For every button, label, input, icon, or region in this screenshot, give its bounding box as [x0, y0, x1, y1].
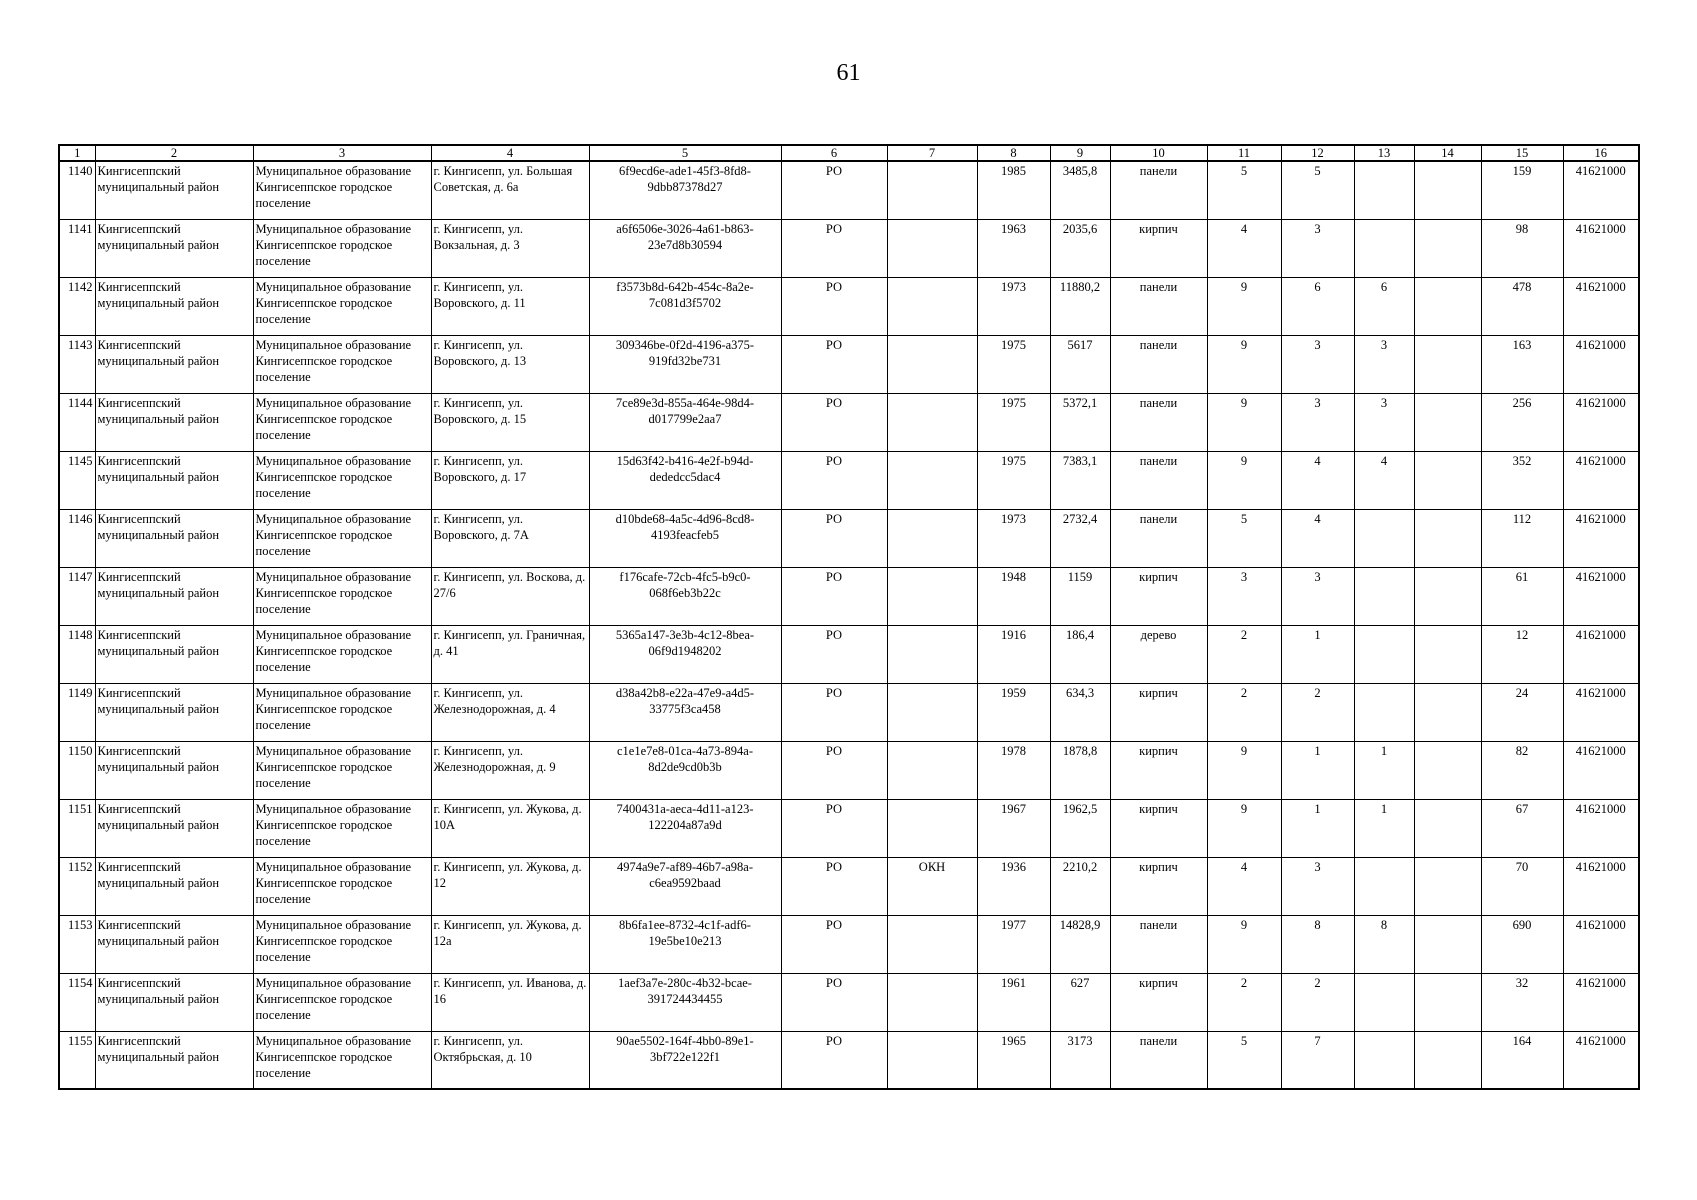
cell-col-2: Кингисеппский муниципальный район [95, 509, 253, 567]
cell-col-14 [1414, 161, 1481, 219]
cell-col-8: 1916 [977, 625, 1050, 683]
cell-col-16: 41621000 [1563, 335, 1639, 393]
cell-col-14 [1414, 509, 1481, 567]
cell-col-6: РО [781, 393, 887, 451]
cell-col-1: 1151 [59, 799, 95, 857]
cell-col-11: 5 [1207, 509, 1281, 567]
cell-col-13: 3 [1354, 393, 1414, 451]
cell-col-3: Муниципальное образование Кингисеппское городское поселение [253, 393, 431, 451]
cell-col-9: 627 [1050, 973, 1110, 1031]
cell-col-15: 70 [1481, 857, 1563, 915]
cell-col-16: 41621000 [1563, 393, 1639, 451]
cell-col-5: 1aef3a7e-280c-4b32-bcae-391724434455 [589, 973, 781, 1031]
table-row [59, 335, 1639, 393]
cell-col-10: панели [1110, 451, 1207, 509]
cell-col-11: 3 [1207, 567, 1281, 625]
cell-col-9: 3485,8 [1050, 161, 1110, 219]
cell-col-8: 1959 [977, 683, 1050, 741]
cell-col-2: Кингисеппский муниципальный район [95, 335, 253, 393]
cell-col-9: 7383,1 [1050, 451, 1110, 509]
cell-col-1: 1141 [59, 219, 95, 277]
cell-col-4: г. Кингисепп, ул. Вокзальная, д. 3 [431, 219, 589, 277]
column-header-8: 8 [977, 145, 1050, 161]
cell-col-11: 2 [1207, 973, 1281, 1031]
cell-col-4: г. Кингисепп, ул. Воровского, д. 7А [431, 509, 589, 567]
table-row [59, 393, 1639, 451]
table-row [59, 741, 1639, 799]
table-row [59, 219, 1639, 277]
cell-col-16: 41621000 [1563, 451, 1639, 509]
cell-col-1: 1150 [59, 741, 95, 799]
column-header-12: 12 [1281, 145, 1354, 161]
cell-col-14 [1414, 799, 1481, 857]
cell-col-8: 1973 [977, 509, 1050, 567]
cell-col-2: Кингисеппский муниципальный район [95, 973, 253, 1031]
cell-col-1: 1152 [59, 857, 95, 915]
cell-col-7 [887, 973, 977, 1031]
column-header-13: 13 [1354, 145, 1414, 161]
cell-col-3: Муниципальное образование Кингисеппское городское поселение [253, 451, 431, 509]
cell-col-12: 5 [1281, 161, 1354, 219]
cell-col-9: 14828,9 [1050, 915, 1110, 973]
cell-col-10: панели [1110, 1031, 1207, 1089]
table-row [59, 915, 1639, 973]
cell-col-7 [887, 799, 977, 857]
cell-col-11: 5 [1207, 1031, 1281, 1089]
cell-col-2: Кингисеппский муниципальный район [95, 393, 253, 451]
table-row [59, 451, 1639, 509]
cell-col-16: 41621000 [1563, 857, 1639, 915]
column-header-1: 1 [59, 145, 95, 161]
cell-col-2: Кингисеппский муниципальный район [95, 741, 253, 799]
column-header-16: 16 [1563, 145, 1639, 161]
table-row [59, 973, 1639, 1031]
cell-col-16: 41621000 [1563, 219, 1639, 277]
cell-col-13 [1354, 509, 1414, 567]
cell-col-2: Кингисеппский муниципальный район [95, 1031, 253, 1089]
cell-col-1: 1144 [59, 393, 95, 451]
cell-col-14 [1414, 857, 1481, 915]
cell-col-6: РО [781, 741, 887, 799]
cell-col-13 [1354, 973, 1414, 1031]
cell-col-6: РО [781, 567, 887, 625]
cell-col-6: РО [781, 857, 887, 915]
cell-col-9: 3173 [1050, 1031, 1110, 1089]
cell-col-7: ОКН [887, 857, 977, 915]
cell-col-3: Муниципальное образование Кингисеппское городское поселение [253, 219, 431, 277]
column-header-6: 6 [781, 145, 887, 161]
table-row [59, 625, 1639, 683]
header-row [59, 145, 1639, 161]
column-header-5: 5 [589, 145, 781, 161]
cell-col-4: г. Кингисепп, ул. Жукова, д. 10А [431, 799, 589, 857]
cell-col-15: 67 [1481, 799, 1563, 857]
cell-col-14 [1414, 335, 1481, 393]
cell-col-9: 2210,2 [1050, 857, 1110, 915]
cell-col-13 [1354, 683, 1414, 741]
cell-col-11: 2 [1207, 683, 1281, 741]
cell-col-3: Муниципальное образование Кингисеппское городское поселение [253, 799, 431, 857]
cell-col-6: РО [781, 335, 887, 393]
cell-col-10: кирпич [1110, 973, 1207, 1031]
cell-col-9: 634,3 [1050, 683, 1110, 741]
cell-col-9: 1159 [1050, 567, 1110, 625]
cell-col-5: f176cafe-72cb-4fc5-b9c0-068f6eb3b22c [589, 567, 781, 625]
cell-col-10: кирпич [1110, 741, 1207, 799]
cell-col-16: 41621000 [1563, 1031, 1639, 1089]
cell-col-16: 41621000 [1563, 567, 1639, 625]
cell-col-11: 9 [1207, 335, 1281, 393]
cell-col-4: г. Кингисепп, ул. Железнодорожная, д. 9 [431, 741, 589, 799]
cell-col-6: РО [781, 683, 887, 741]
cell-col-6: РО [781, 799, 887, 857]
cell-col-15: 352 [1481, 451, 1563, 509]
cell-col-12: 3 [1281, 393, 1354, 451]
cell-col-14 [1414, 741, 1481, 799]
cell-col-11: 9 [1207, 915, 1281, 973]
cell-col-3: Муниципальное образование Кингисеппское городское поселение [253, 683, 431, 741]
cell-col-4: г. Кингисепп, ул. Воровского, д. 11 [431, 277, 589, 335]
cell-col-12: 3 [1281, 567, 1354, 625]
cell-col-4: г. Кингисепп, ул. Воровского, д. 17 [431, 451, 589, 509]
cell-col-5: d10bde68-4a5c-4d96-8cd8-4193feacfeb5 [589, 509, 781, 567]
cell-col-1: 1154 [59, 973, 95, 1031]
cell-col-16: 41621000 [1563, 277, 1639, 335]
cell-col-16: 41621000 [1563, 915, 1639, 973]
cell-col-2: Кингисеппский муниципальный район [95, 683, 253, 741]
cell-col-5: 6f9ecd6e-ade1-45f3-8fd8-9dbb87378d27 [589, 161, 781, 219]
cell-col-13 [1354, 219, 1414, 277]
column-header-3: 3 [253, 145, 431, 161]
cell-col-5: c1e1e7e8-01ca-4a73-894a-8d2de9cd0b3b [589, 741, 781, 799]
cell-col-5: f3573b8d-642b-454c-8a2e-7c081d3f5702 [589, 277, 781, 335]
cell-col-7 [887, 451, 977, 509]
cell-col-15: 164 [1481, 1031, 1563, 1089]
cell-col-11: 4 [1207, 857, 1281, 915]
cell-col-9: 1878,8 [1050, 741, 1110, 799]
cell-col-5: 15d63f42-b416-4e2f-b94d-dededcc5dac4 [589, 451, 781, 509]
cell-col-6: РО [781, 1031, 887, 1089]
cell-col-7 [887, 277, 977, 335]
cell-col-12: 4 [1281, 451, 1354, 509]
cell-col-5: a6f6506e-3026-4a61-b863-23e7d8b30594 [589, 219, 781, 277]
column-header-4: 4 [431, 145, 589, 161]
cell-col-7 [887, 161, 977, 219]
cell-col-5: 8b6fa1ee-8732-4c1f-adf6-19e5be10e213 [589, 915, 781, 973]
cell-col-7 [887, 567, 977, 625]
cell-col-8: 1973 [977, 277, 1050, 335]
column-header-15: 15 [1481, 145, 1563, 161]
cell-col-3: Муниципальное образование Кингисеппское городское поселение [253, 857, 431, 915]
cell-col-12: 8 [1281, 915, 1354, 973]
cell-col-1: 1153 [59, 915, 95, 973]
cell-col-8: 1965 [977, 1031, 1050, 1089]
cell-col-10: панели [1110, 915, 1207, 973]
cell-col-13: 3 [1354, 335, 1414, 393]
cell-col-6: РО [781, 915, 887, 973]
cell-col-7 [887, 335, 977, 393]
cell-col-10: панели [1110, 509, 1207, 567]
cell-col-7 [887, 509, 977, 567]
cell-col-2: Кингисеппский муниципальный район [95, 915, 253, 973]
cell-col-5: 7400431a-aeca-4d11-a123-122204a87a9d [589, 799, 781, 857]
cell-col-10: кирпич [1110, 567, 1207, 625]
cell-col-9: 2035,6 [1050, 219, 1110, 277]
cell-col-15: 24 [1481, 683, 1563, 741]
cell-col-10: кирпич [1110, 219, 1207, 277]
column-header-2: 2 [95, 145, 253, 161]
cell-col-13 [1354, 567, 1414, 625]
cell-col-3: Муниципальное образование Кингисеппское городское поселение [253, 335, 431, 393]
cell-col-3: Муниципальное образование Кингисеппское городское поселение [253, 567, 431, 625]
cell-col-10: панели [1110, 393, 1207, 451]
cell-col-1: 1140 [59, 161, 95, 219]
cell-col-5: 5365a147-3e3b-4c12-8bea-06f9d1948202 [589, 625, 781, 683]
cell-col-15: 12 [1481, 625, 1563, 683]
cell-col-2: Кингисеппский муниципальный район [95, 161, 253, 219]
cell-col-13: 4 [1354, 451, 1414, 509]
table-row [59, 277, 1639, 335]
cell-col-14 [1414, 683, 1481, 741]
cell-col-16: 41621000 [1563, 161, 1639, 219]
table-row [59, 857, 1639, 915]
table-row [59, 1031, 1639, 1089]
cell-col-7 [887, 683, 977, 741]
cell-col-7 [887, 219, 977, 277]
cell-col-16: 41621000 [1563, 683, 1639, 741]
cell-col-1: 1147 [59, 567, 95, 625]
cell-col-13: 1 [1354, 799, 1414, 857]
cell-col-9: 5617 [1050, 335, 1110, 393]
cell-col-15: 61 [1481, 567, 1563, 625]
cell-col-15: 32 [1481, 973, 1563, 1031]
cell-col-2: Кингисеппский муниципальный район [95, 567, 253, 625]
cell-col-14 [1414, 915, 1481, 973]
cell-col-12: 1 [1281, 799, 1354, 857]
cell-col-11: 5 [1207, 161, 1281, 219]
cell-col-4: г. Кингисепп, ул. Иванова, д. 16 [431, 973, 589, 1031]
table-row [59, 567, 1639, 625]
cell-col-4: г. Кингисепп, ул. Октябрьская, д. 10 [431, 1031, 589, 1089]
cell-col-13: 8 [1354, 915, 1414, 973]
cell-col-3: Муниципальное образование Кингисеппское городское поселение [253, 277, 431, 335]
column-header-10: 10 [1110, 145, 1207, 161]
cell-col-6: РО [781, 219, 887, 277]
cell-col-16: 41621000 [1563, 973, 1639, 1031]
cell-col-14 [1414, 973, 1481, 1031]
cell-col-3: Муниципальное образование Кингисеппское городское поселение [253, 1031, 431, 1089]
cell-col-8: 1977 [977, 915, 1050, 973]
page-number: 61 [836, 60, 861, 86]
cell-col-14 [1414, 393, 1481, 451]
cell-col-4: г. Кингисепп, ул. Воровского, д. 13 [431, 335, 589, 393]
cell-col-3: Муниципальное образование Кингисеппское городское поселение [253, 915, 431, 973]
cell-col-11: 9 [1207, 741, 1281, 799]
cell-col-16: 41621000 [1563, 799, 1639, 857]
cell-col-11: 9 [1207, 393, 1281, 451]
cell-col-16: 41621000 [1563, 741, 1639, 799]
cell-col-1: 1148 [59, 625, 95, 683]
cell-col-12: 7 [1281, 1031, 1354, 1089]
cell-col-8: 1936 [977, 857, 1050, 915]
cell-col-8: 1975 [977, 335, 1050, 393]
cell-col-13: 6 [1354, 277, 1414, 335]
cell-col-15: 112 [1481, 509, 1563, 567]
cell-col-14 [1414, 277, 1481, 335]
column-header-14: 14 [1414, 145, 1481, 161]
cell-col-1: 1143 [59, 335, 95, 393]
cell-col-8: 1975 [977, 451, 1050, 509]
cell-col-12: 3 [1281, 857, 1354, 915]
cell-col-1: 1142 [59, 277, 95, 335]
cell-col-12: 4 [1281, 509, 1354, 567]
cell-col-2: Кингисеппский муниципальный район [95, 219, 253, 277]
cell-col-6: РО [781, 451, 887, 509]
table-row [59, 509, 1639, 567]
cell-col-13 [1354, 1031, 1414, 1089]
cell-col-4: г. Кингисепп, ул. Воровского, д. 15 [431, 393, 589, 451]
cell-col-16: 41621000 [1563, 625, 1639, 683]
column-header-11: 11 [1207, 145, 1281, 161]
cell-col-15: 163 [1481, 335, 1563, 393]
cell-col-10: панели [1110, 277, 1207, 335]
cell-col-15: 256 [1481, 393, 1563, 451]
cell-col-5: 309346be-0f2d-4196-a375-919fd32be731 [589, 335, 781, 393]
cell-col-3: Муниципальное образование Кингисеппское городское поселение [253, 509, 431, 567]
cell-col-8: 1978 [977, 741, 1050, 799]
cell-col-5: 90ae5502-164f-4bb0-89e1-3bf722e122f1 [589, 1031, 781, 1089]
cell-col-11: 9 [1207, 799, 1281, 857]
cell-col-9: 2732,4 [1050, 509, 1110, 567]
cell-col-4: г. Кингисепп, ул. Большая Советская, д. 6а [431, 161, 589, 219]
cell-col-6: РО [781, 509, 887, 567]
cell-col-8: 1961 [977, 973, 1050, 1031]
cell-col-3: Муниципальное образование Кингисеппское городское поселение [253, 741, 431, 799]
cell-col-10: кирпич [1110, 857, 1207, 915]
cell-col-5: 7ce89e3d-855a-464e-98d4-d017799e2aa7 [589, 393, 781, 451]
cell-col-4: г. Кингисепп, ул. Железнодорожная, д. 4 [431, 683, 589, 741]
cell-col-10: кирпич [1110, 799, 1207, 857]
cell-col-7 [887, 625, 977, 683]
cell-col-2: Кингисеппский муниципальный район [95, 277, 253, 335]
cell-col-9: 5372,1 [1050, 393, 1110, 451]
cell-col-9: 186,4 [1050, 625, 1110, 683]
cell-col-10: кирпич [1110, 683, 1207, 741]
cell-col-1: 1145 [59, 451, 95, 509]
cell-col-15: 478 [1481, 277, 1563, 335]
cell-col-14 [1414, 625, 1481, 683]
cell-col-8: 1967 [977, 799, 1050, 857]
registry-table [58, 144, 1640, 1090]
cell-col-12: 2 [1281, 973, 1354, 1031]
cell-col-10: дерево [1110, 625, 1207, 683]
cell-col-11: 9 [1207, 277, 1281, 335]
table-body [59, 161, 1639, 1089]
cell-col-12: 1 [1281, 625, 1354, 683]
cell-col-12: 3 [1281, 219, 1354, 277]
cell-col-13 [1354, 625, 1414, 683]
cell-col-10: панели [1110, 335, 1207, 393]
cell-col-14 [1414, 567, 1481, 625]
cell-col-15: 690 [1481, 915, 1563, 973]
cell-col-8: 1985 [977, 161, 1050, 219]
cell-col-15: 82 [1481, 741, 1563, 799]
cell-col-7 [887, 741, 977, 799]
cell-col-7 [887, 915, 977, 973]
cell-col-5: d38a42b8-e22a-47e9-a4d5-33775f3ca458 [589, 683, 781, 741]
cell-col-4: г. Кингисепп, ул. Жукова, д. 12 [431, 857, 589, 915]
cell-col-13: 1 [1354, 741, 1414, 799]
column-header-7: 7 [887, 145, 977, 161]
cell-col-2: Кингисеппский муниципальный район [95, 857, 253, 915]
cell-col-8: 1975 [977, 393, 1050, 451]
cell-col-14 [1414, 1031, 1481, 1089]
cell-col-3: Муниципальное образование Кингисеппское городское поселение [253, 161, 431, 219]
cell-col-8: 1963 [977, 219, 1050, 277]
cell-col-11: 9 [1207, 451, 1281, 509]
cell-col-1: 1146 [59, 509, 95, 567]
cell-col-2: Кингисеппский муниципальный район [95, 451, 253, 509]
cell-col-12: 1 [1281, 741, 1354, 799]
cell-col-8: 1948 [977, 567, 1050, 625]
cell-col-15: 98 [1481, 219, 1563, 277]
cell-col-6: РО [781, 973, 887, 1031]
cell-col-4: г. Кингисепп, ул. Жукова, д. 12а [431, 915, 589, 973]
cell-col-6: РО [781, 161, 887, 219]
cell-col-5: 4974a9e7-af89-46b7-a98a-c6ea9592baad [589, 857, 781, 915]
table-row [59, 799, 1639, 857]
cell-col-4: г. Кингисепп, ул. Граничная, д. 41 [431, 625, 589, 683]
cell-col-9: 11880,2 [1050, 277, 1110, 335]
cell-col-1: 1149 [59, 683, 95, 741]
cell-col-9: 1962,5 [1050, 799, 1110, 857]
cell-col-16: 41621000 [1563, 509, 1639, 567]
table-row [59, 683, 1639, 741]
cell-col-12: 6 [1281, 277, 1354, 335]
cell-col-2: Кингисеппский муниципальный район [95, 799, 253, 857]
cell-col-15: 159 [1481, 161, 1563, 219]
cell-col-6: РО [781, 625, 887, 683]
cell-col-6: РО [781, 277, 887, 335]
cell-col-14 [1414, 219, 1481, 277]
cell-col-14 [1414, 451, 1481, 509]
cell-col-3: Муниципальное образование Кингисеппское городское поселение [253, 625, 431, 683]
cell-col-7 [887, 1031, 977, 1089]
column-header-9: 9 [1050, 145, 1110, 161]
cell-col-11: 4 [1207, 219, 1281, 277]
cell-col-12: 3 [1281, 335, 1354, 393]
cell-col-12: 2 [1281, 683, 1354, 741]
cell-col-4: г. Кингисепп, ул. Воскова, д. 27/6 [431, 567, 589, 625]
cell-col-10: панели [1110, 161, 1207, 219]
cell-col-13 [1354, 857, 1414, 915]
cell-col-1: 1155 [59, 1031, 95, 1089]
cell-col-11: 2 [1207, 625, 1281, 683]
cell-col-13 [1354, 161, 1414, 219]
cell-col-3: Муниципальное образование Кингисеппское городское поселение [253, 973, 431, 1031]
table-row [59, 161, 1639, 219]
cell-col-7 [887, 393, 977, 451]
cell-col-2: Кингисеппский муниципальный район [95, 625, 253, 683]
